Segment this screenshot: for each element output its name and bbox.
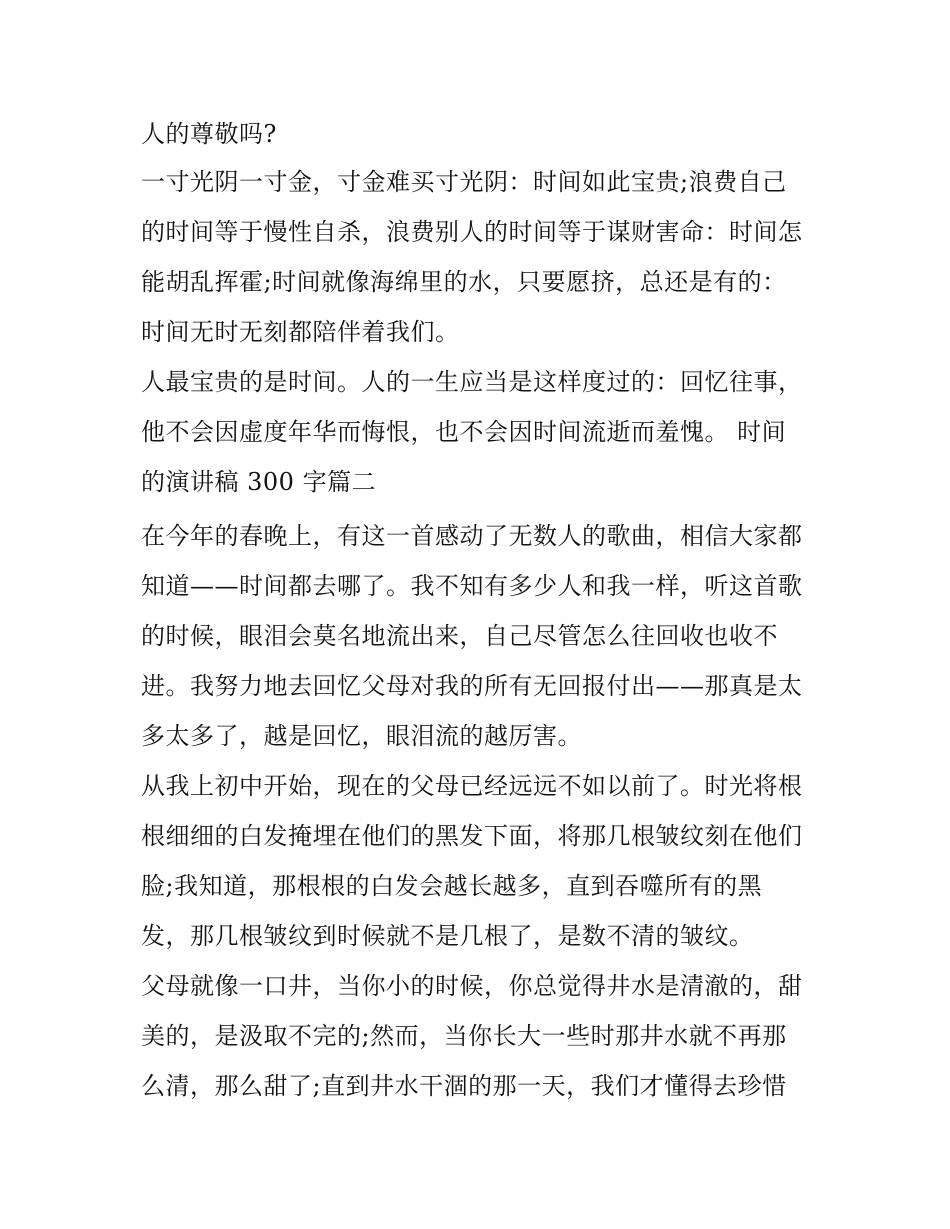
- text-line: 发，那几根皱纹到时候就不是几根了，是数不清的皱纹。: [141, 922, 754, 950]
- text-line: 美的，是汲取不完的;然而，当你长大一些时那井水就不再那: [141, 1022, 787, 1050]
- text-line: 的时间等于慢性自杀，浪费别人的时间等于谋财害命：时间怎: [141, 218, 803, 246]
- text-line: 知道——时间都去哪了。我不知有多少人和我一样，听这首歌: [141, 572, 803, 600]
- text-line: 从我上初中开始，现在的父母已经远远不如以前了。时光将根: [141, 772, 803, 800]
- text-line: 人最宝贵的是时间。人的一生应当是这样度过的：回忆往事，: [141, 368, 803, 396]
- text-line: 时间无时无刻都陪伴着我们。: [141, 318, 460, 346]
- text-line: 进。我努力地去回忆父母对我的所有无回报付出——那真是太: [141, 672, 803, 700]
- text-line: 他不会因虚度年华而悔恨，也不会因时间流逝而羞愧。 时间: [141, 418, 787, 446]
- text-line: 的演讲稿 300 字篇二: [141, 468, 377, 496]
- text-line: 根细细的白发掩埋在他们的黑发下面，将那几根皱纹刻在他们: [141, 822, 803, 850]
- text-line: 能胡乱挥霍;时间就像海绵里的水，只要愿挤，总还是有的：: [141, 268, 787, 296]
- text-line: 一寸光阴一寸金，寸金难买寸光阴：时间如此宝贵;浪费自己: [141, 168, 787, 196]
- text-line: 么清，那么甜了;直到井水干涸的那一天，我们才懂得去珍惜: [141, 1072, 787, 1100]
- text-line: 多太多了，越是回忆，眼泪流的越厉害。: [141, 722, 582, 750]
- text-line: 父母就像一口井，当你小的时候，你总觉得井水是清澈的，甜: [141, 972, 803, 1000]
- text-line: 人的尊敬吗?: [141, 120, 277, 148]
- text-line: 的时候，眼泪会莫名地流出来，自己尽管怎么往回收也收不: [141, 622, 778, 650]
- text-line: 在今年的春晚上，有这一首感动了无数人的歌曲，相信大家都: [141, 522, 803, 550]
- text-line: 脸;我知道，那根根的白发会越长越多，直到吞噬所有的黑: [141, 872, 763, 900]
